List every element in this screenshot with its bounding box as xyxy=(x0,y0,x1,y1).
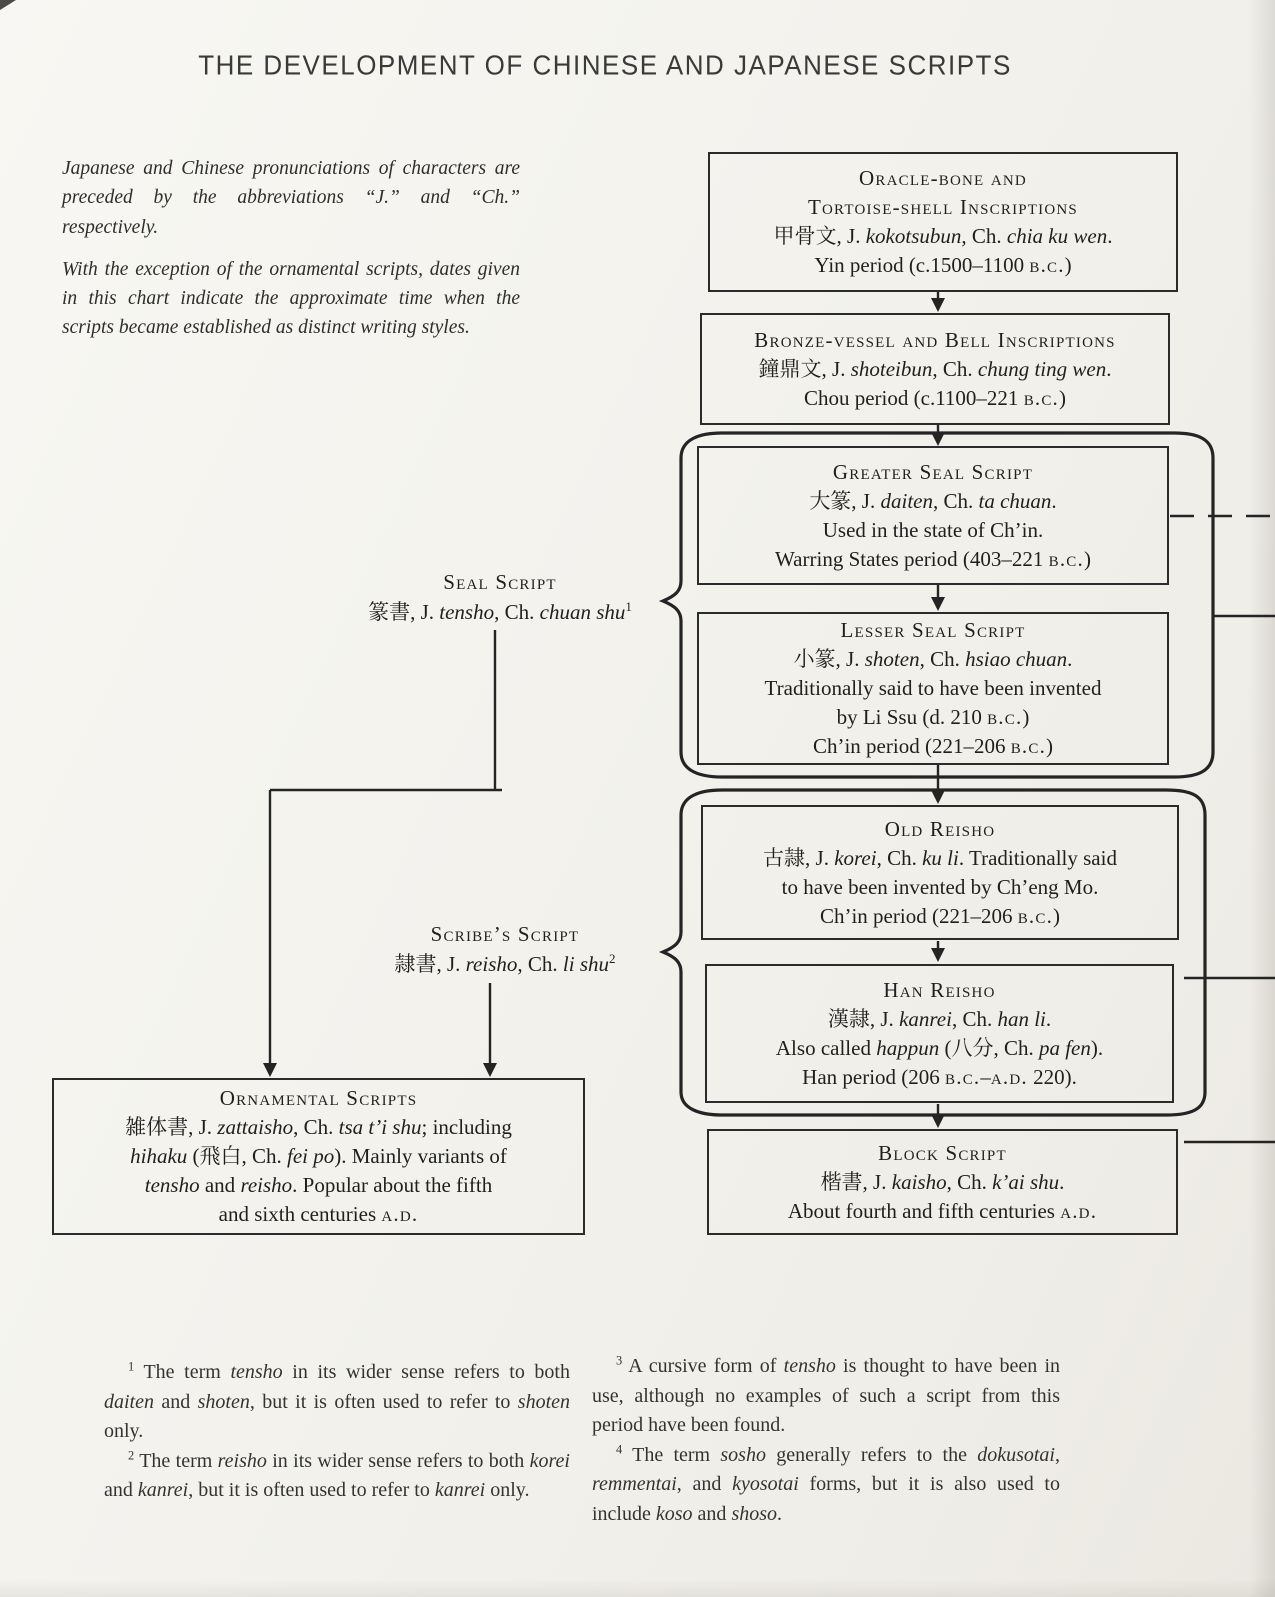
box-oracle-bone-inscriptions: Oracle-bone and Tortoise-shell Inscriptions 甲骨文, J. kokotsubun, Ch. chia ku wen. Yin period (c.1500–1100 b.c.) xyxy=(708,152,1178,292)
connector-seal-to-ornamental xyxy=(270,630,502,1066)
footnote-2: $^2$ The term reisho in its wider sense refers to both korei and kanrei, but it is often used to refer to kanrei only. xyxy=(104,1447,570,1501)
page-title: THE DEVELOPMENT OF CHINESE AND JAPANESE SCRIPTS xyxy=(198,48,1012,82)
arrowhead-to-old-reisho xyxy=(931,790,945,804)
arrowhead-to-greater xyxy=(931,432,945,446)
intro-paragraph-2: With the exception of the ornamental scripts, dates given in this chart indicate the approximate time when the scripts became established as distinct writing styles. xyxy=(62,258,520,339)
intro-paragraph-1: Japanese and Chinese pronunciations of characters are preceded by the abbreviations “J.” and “Ch.” respectively. xyxy=(62,158,520,238)
box-old-reisho: Old Reisho 古隷, J. korei, Ch. ku li. Traditionally said to have been invented by Ch’eng Mo. Ch’in period (221–206 b.c.) xyxy=(701,805,1179,940)
box-ornamental-scripts: Ornamental Scripts 雑体書, J. zattaisho, Ch. tsa t’i shu; including hihaku (飛白, Ch. fei po). Mainly variants of tensho and reisho. Popular about the fifth and sixth centuries a.d. xyxy=(52,1078,585,1235)
label-seal-script: Seal Script 篆書, J. tensho, Ch. chuan shu$^1$ xyxy=(368,570,632,624)
page-corner-mark xyxy=(0,0,16,10)
page-edge-shading-right xyxy=(1249,0,1275,1597)
arrowhead-seal-to-ornamental xyxy=(263,1063,277,1077)
box-bronze-vessel-inscriptions: Bronze-vessel and Bell Inscriptions 鐘鼎文, J. shoteibun, Ch. chung ting wen. Chou period (c.1100–221 b.c.) xyxy=(700,313,1170,425)
box-greater-seal-script: Greater Seal Script 大篆, J. daiten, Ch. ta chuan. Used in the state of Ch’in. Warring States period (403–221 b.c.) xyxy=(697,446,1169,585)
footnote-1: $^1$ The term tensho in its wider sense refers to both daiten and shoten, but it is often used to refer to shoten only. xyxy=(104,1359,570,1442)
page-edge-shading-bottom xyxy=(0,1579,1275,1597)
box-lesser-seal-script: Lesser Seal Script 小篆, J. shoten, Ch. hsiao chuan. Traditionally said to have been invented by Li Ssu (d. 210 b.c.) Ch’in period (221–206 b.c.) xyxy=(697,612,1169,765)
footnote-4: $^4$ The term sosho generally refers to the dokusotai, remmentai, and kyosotai forms, but it is also used to include koso and shoso. xyxy=(592,1441,1060,1525)
arrowhead-to-lesser xyxy=(931,597,945,611)
box-han-reisho: Han Reisho 漢隷, J. kanrei, Ch. han li. Also called happun (八分, Ch. pa fen). Han period (206 b.c.–a.d. 220). xyxy=(705,964,1174,1103)
box-block-script: Block Script 楷書, J. kaisho, Ch. k’ai shu. About fourth and fifth centuries a.d. xyxy=(707,1129,1178,1235)
footnotes-right-column xyxy=(592,1352,1060,1529)
intro-note xyxy=(62,154,520,356)
arrowhead-to-bronze xyxy=(931,298,945,312)
label-scribes-script: Scribe’s Script 隷書, J. reisho, Ch. li shu$^2$ xyxy=(394,922,616,976)
arrowhead-to-block xyxy=(931,1114,945,1128)
arrowhead-to-han-reisho xyxy=(931,948,945,962)
arrowhead-scribe-to-ornamental xyxy=(483,1063,497,1077)
footnotes-left-column xyxy=(104,1358,570,1506)
footnote-3: $^3$ A cursive form of tensho is thought to have been in use, although no examples of such a script from this period have been found. xyxy=(592,1353,1061,1436)
